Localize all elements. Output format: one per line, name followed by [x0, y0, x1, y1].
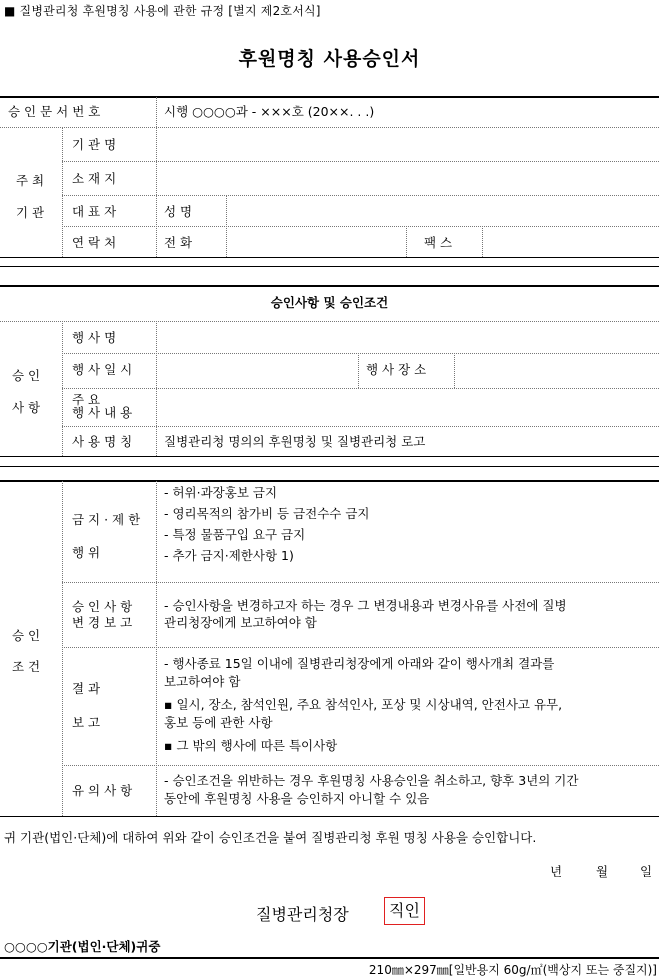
- row-rule: [62, 582, 659, 583]
- change-report-text: 관리청장에게 보고하여야 함: [164, 615, 317, 630]
- prohibited-item: - 추가 금지·제한사항 1): [164, 548, 294, 563]
- rep-name-label: 성 명: [164, 204, 193, 219]
- row-rule: [0, 456, 659, 457]
- address-label: 소 재 지: [72, 171, 117, 186]
- date-month: 월: [596, 864, 609, 879]
- change-report-label-2: 변 경 보 고: [72, 615, 133, 630]
- footer-rule: [0, 957, 659, 959]
- col-divider: [156, 97, 157, 257]
- table-top-rule: [0, 96, 659, 98]
- prohibited-label-2: 행 위: [72, 545, 101, 560]
- result-report-label-1: 결 과: [72, 681, 101, 696]
- issuer-name: 질병관리청장: [256, 905, 349, 924]
- event-name-label: 행 사 명: [72, 330, 117, 345]
- row-rule: [0, 321, 659, 322]
- col-divider: [358, 353, 359, 388]
- row-rule: [0, 257, 659, 258]
- row-rule: [0, 466, 659, 467]
- approval-section-title: 승인사항 및 승인조건: [270, 295, 389, 310]
- approval-statement: 귀 기관(법인·단체)에 대하여 위와 같이 승인조건을 붙여 질병관리청 후원 명칭 사용을 승인합니다.: [4, 830, 537, 845]
- organizer-label-1: 주 최: [16, 173, 45, 188]
- approval-label-2: 사 항: [12, 400, 41, 415]
- result-report-line: 보고하여야 함: [164, 674, 241, 689]
- row-rule: [62, 161, 659, 162]
- org-name-label: 기 관 명: [72, 137, 117, 152]
- col-divider: [62, 127, 63, 257]
- notes-text: - 승인조건을 위반하는 경우 후원명칭 사용승인을 취소하고, 향후 3년의 기간: [164, 773, 579, 788]
- row-rule: [62, 195, 659, 196]
- main-content-label-bottom: 행 사 내 용: [72, 405, 133, 420]
- result-report-line: 홍보 등에 관한 사항: [164, 715, 273, 730]
- recipient: ○○○○기관(법인·단체)귀중: [4, 939, 161, 954]
- prohibited-item: - 영리목적의 참가비 등 금전수수 금지: [164, 506, 370, 521]
- row-rule: [62, 353, 659, 354]
- col-divider: [454, 353, 455, 388]
- approval-no-value: 시행 ○○○○과 - ×××호 (20××. . .): [164, 104, 375, 119]
- usage-name-value: 질병관리청 명의의 후원명칭 및 질병관리청 로고: [164, 434, 426, 449]
- contact-label: 연 락 처: [72, 235, 117, 250]
- prohibited-label-1: 금 지 · 제 한: [72, 512, 141, 527]
- row-rule: [62, 426, 659, 427]
- row-rule: [62, 388, 659, 389]
- representative-label: 대 표 자: [72, 204, 117, 219]
- row-rule: [0, 266, 659, 267]
- row-rule: [62, 226, 659, 227]
- change-report-label-1: 승 인 사 항: [72, 599, 133, 614]
- change-report-text: - 승인사항을 변경하고자 하는 경우 그 변경내용과 변경사유를 사전에 질병: [164, 598, 567, 613]
- row-rule: [0, 127, 659, 128]
- phone-label: 전 화: [164, 235, 193, 250]
- fax-label: 팩 스: [424, 235, 453, 250]
- usage-name-label: 사 용 명 칭: [72, 434, 133, 449]
- section-top-rule: [0, 480, 659, 482]
- event-date-label: 행 사 일 시: [72, 362, 133, 377]
- official-seal: 직인: [384, 897, 425, 925]
- table-bottom-rule: [0, 816, 659, 817]
- col-divider: [482, 226, 483, 257]
- approval-no-label: 승 인 문 서 번 호: [8, 104, 101, 119]
- prohibited-item: - 허위·과장홍보 금지: [164, 485, 278, 500]
- approval-label-1: 승 인: [12, 368, 41, 383]
- row-rule: [62, 765, 659, 766]
- event-place-label: 행 사 장 소: [366, 362, 427, 377]
- main-content-label-top: 주 요: [72, 392, 101, 407]
- date-day: 일: [640, 864, 653, 879]
- prohibited-item: - 특정 물품구입 요구 금지: [164, 527, 306, 542]
- conditions-label-2: 조 건: [12, 659, 41, 674]
- section-top-rule: [0, 285, 659, 287]
- organizer-label-2: 기 관: [16, 205, 45, 220]
- result-report-line: ▪ 그 밖의 행사에 따른 특이사항: [164, 738, 338, 753]
- row-rule: [62, 647, 659, 648]
- date-year: 년: [550, 864, 563, 879]
- notes-text: 동안에 후원명칭 사용을 승인하지 아니할 수 있음: [164, 791, 430, 806]
- notes-label: 유 의 사 항: [72, 783, 133, 798]
- result-report-label-2: 보 고: [72, 715, 101, 730]
- result-report-line: - 행사종료 15일 이내에 질병관리청장에게 아래와 같이 행사개최 결과를: [164, 656, 555, 671]
- document-title: 후원명칭 사용승인서: [238, 48, 421, 70]
- col-divider: [406, 226, 407, 257]
- result-report-line: ▪ 일시, 장소, 참석인원, 주요 참석인사, 포상 및 시상내역, 안전사고 유무,: [164, 697, 563, 712]
- paper-spec-note: 210㎜×297㎜[일반용지 60g/㎡(백상지 또는 중질지)]: [368, 963, 657, 977]
- conditions-label-1: 승 인: [12, 628, 41, 643]
- form-label: ■ 질병관리청 후원명칭 사용에 관한 규정 [별지 제2호서식]: [4, 4, 321, 18]
